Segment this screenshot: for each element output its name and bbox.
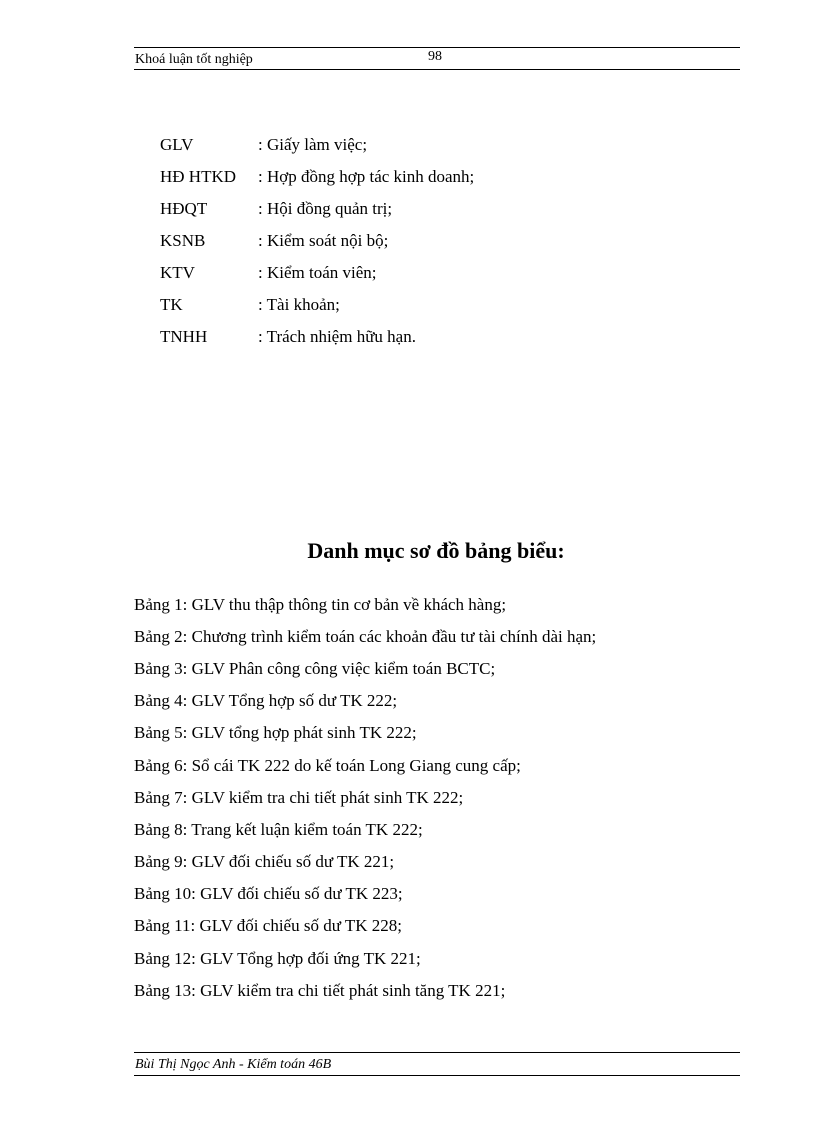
list-item: Bảng 1: GLV thu thập thông tin cơ bản về khách hàng; [134,595,507,614]
list-item: Bảng 5: GLV tổng hợp phát sinh TK 222; [134,723,417,742]
abbreviation-code: HĐQT [160,199,208,218]
abbreviation-definition: : Kiểm toán viên; [258,263,377,282]
abbreviation-code: TK [160,295,183,314]
abbreviation-code: KTV [160,263,195,282]
abbreviation-definition: : Hội đồng quản trị; [258,199,393,218]
list-item: Bảng 6: Sổ cái TK 222 do kế toán Long Giang cung cấp; [134,756,521,775]
abbreviation-code: GLV [160,135,194,154]
abbreviation-definition: : Tài khoản; [258,295,340,314]
page-number: 98 [428,49,442,64]
abbreviation-definition: : Kiểm soát nội bộ; [258,231,389,250]
abbreviation-code: HĐ HTKD [160,167,237,186]
list-item: Bảng 9: GLV đối chiếu số dư TK 221; [134,852,395,871]
list-item: Bảng 10: GLV đối chiếu số dư TK 223; [134,884,403,903]
header-title: Khoá luận tốt nghiệp [135,52,253,67]
list-item: Bảng 8: Trang kết luận kiểm toán TK 222; [134,820,423,839]
list-item: Bảng 13: GLV kiểm tra chi tiết phát sinh tăng TK 221; [134,981,506,1000]
section-title: Danh mục sơ đồ bảng biểu: [307,538,565,563]
abbreviation-code: TNHH [160,327,208,346]
abbreviation-definition: : Hợp đồng hợp tác kinh doanh; [258,167,475,186]
list-item: Bảng 3: GLV Phân công công việc kiểm toán BCTC; [134,659,496,678]
footer-author: Bùi Thị Ngọc Anh - Kiểm toán 46B [135,1057,332,1072]
list-item: Bảng 11: GLV đối chiếu số dư TK 228; [134,916,402,935]
footer-top-rule [134,1052,740,1053]
list-item: Bảng 7: GLV kiểm tra chi tiết phát sinh TK 222; [134,788,464,807]
list-item: Bảng 4: GLV Tổng hợp số dư TK 222; [134,691,398,710]
abbreviation-code: KSNB [160,231,206,250]
list-item: Bảng 12: GLV Tổng hợp đối ứng TK 221; [134,949,421,968]
abbreviation-definition: : Trách nhiệm hữu hạn. [258,327,416,346]
footer-bottom-rule [134,1075,740,1076]
header-bottom-rule [134,69,740,70]
list-item: Bảng 2: Chương trình kiểm toán các khoản đầu tư tài chính dài hạn; [134,627,597,646]
header-top-rule [134,47,740,48]
abbreviation-definition: : Giấy làm việc; [258,135,368,154]
